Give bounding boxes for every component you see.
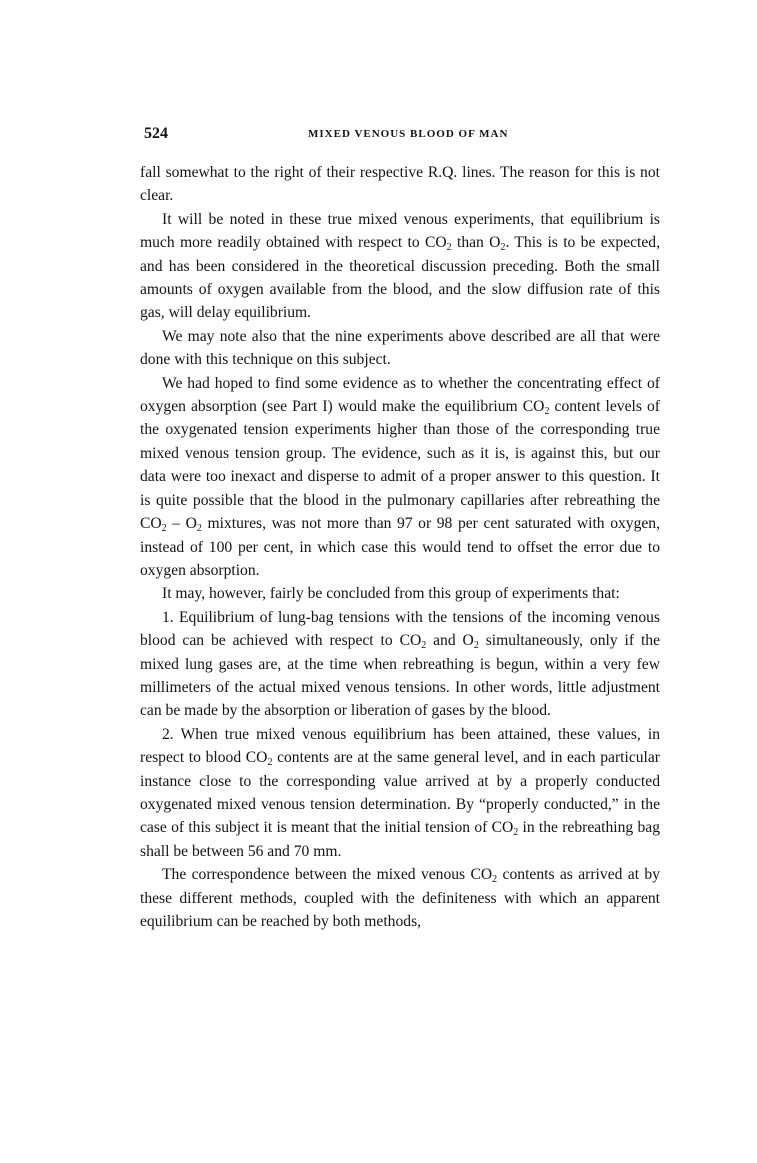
page (140, 125, 660, 933)
list-item: 2. When true mixed venous equilibrium has been attained, these values, in respect to blood $CO_2$ contents are at the same general level, and in each particular instance close to the corresponding value arrived at by a properly conducted oxygenated mixed venous tension determination. By “properly conducted,” in the case of this subject it is meant that the initial tension of $CO_2$ in the rebreathing bag shall be between 56 and 70 mm. (140, 725, 661, 860)
list-item: 1. Equilibrium of lung-bag tensions with the tensions of the incoming venous blood can be achieved with respect to $CO_2$ and $O_2$ simultaneously, only if the mixed lung gases are, at the time when rebreathing is begun, within a very few millimeters of the actual mixed venous tensions. In other words, little adjustment can be made by the absorption or liberation of gases by the blood. (140, 608, 661, 720)
paragraph: It may, however, fairly be concluded from this group of experiments that: (162, 585, 620, 603)
page-number: 524 (144, 125, 168, 142)
page-header (140, 125, 660, 153)
running-head: MIXED VENOUS BLOOD OF MAN (308, 128, 509, 140)
paragraph: We had hoped to find some evidence as to whether the concentrating effect of oxygen absorption (see Part I) would make the equilibrium $CO_2$ content levels of the oxygenated tension experiments higher than those of the corresponding true mixed venous tension group. The evidence, such as it is, is against this, but our data were too inexact and disperse to admit of a proper answer to this question. It is quite possible that the blood in the pulmonary capillaries after rebreathing the $CO_2 - O_2$ mixtures, was not more than 97 or 98 per cent saturated with oxygen, instead of 100 per cent, in which case this would tend to offset the error due to oxygen absorption. (140, 374, 660, 579)
paragraph: We may note also that the nine experiments above described are all that were done with this technique on this subject. (140, 327, 660, 369)
paragraph: It will be noted in these true mixed venous experiments, that equilibrium is much more readily obtained with respect to $CO_2$ than $O_2$. This is to be expected, and has been considered in the theoretical discussion preceding. Both the small amounts of oxygen available from the blood, and the slow diffusion rate of this gas, will delay equilibrium. (140, 210, 661, 322)
paragraph: fall somewhat to the right of their respective R.Q. lines. The reason for this is not clear. (140, 164, 660, 205)
paragraph: The correspondence between the mixed venous $CO_2$ contents as arrived at by these different methods, coupled with the definiteness with which an apparent equilibrium can be reached by both methods, (140, 866, 661, 930)
